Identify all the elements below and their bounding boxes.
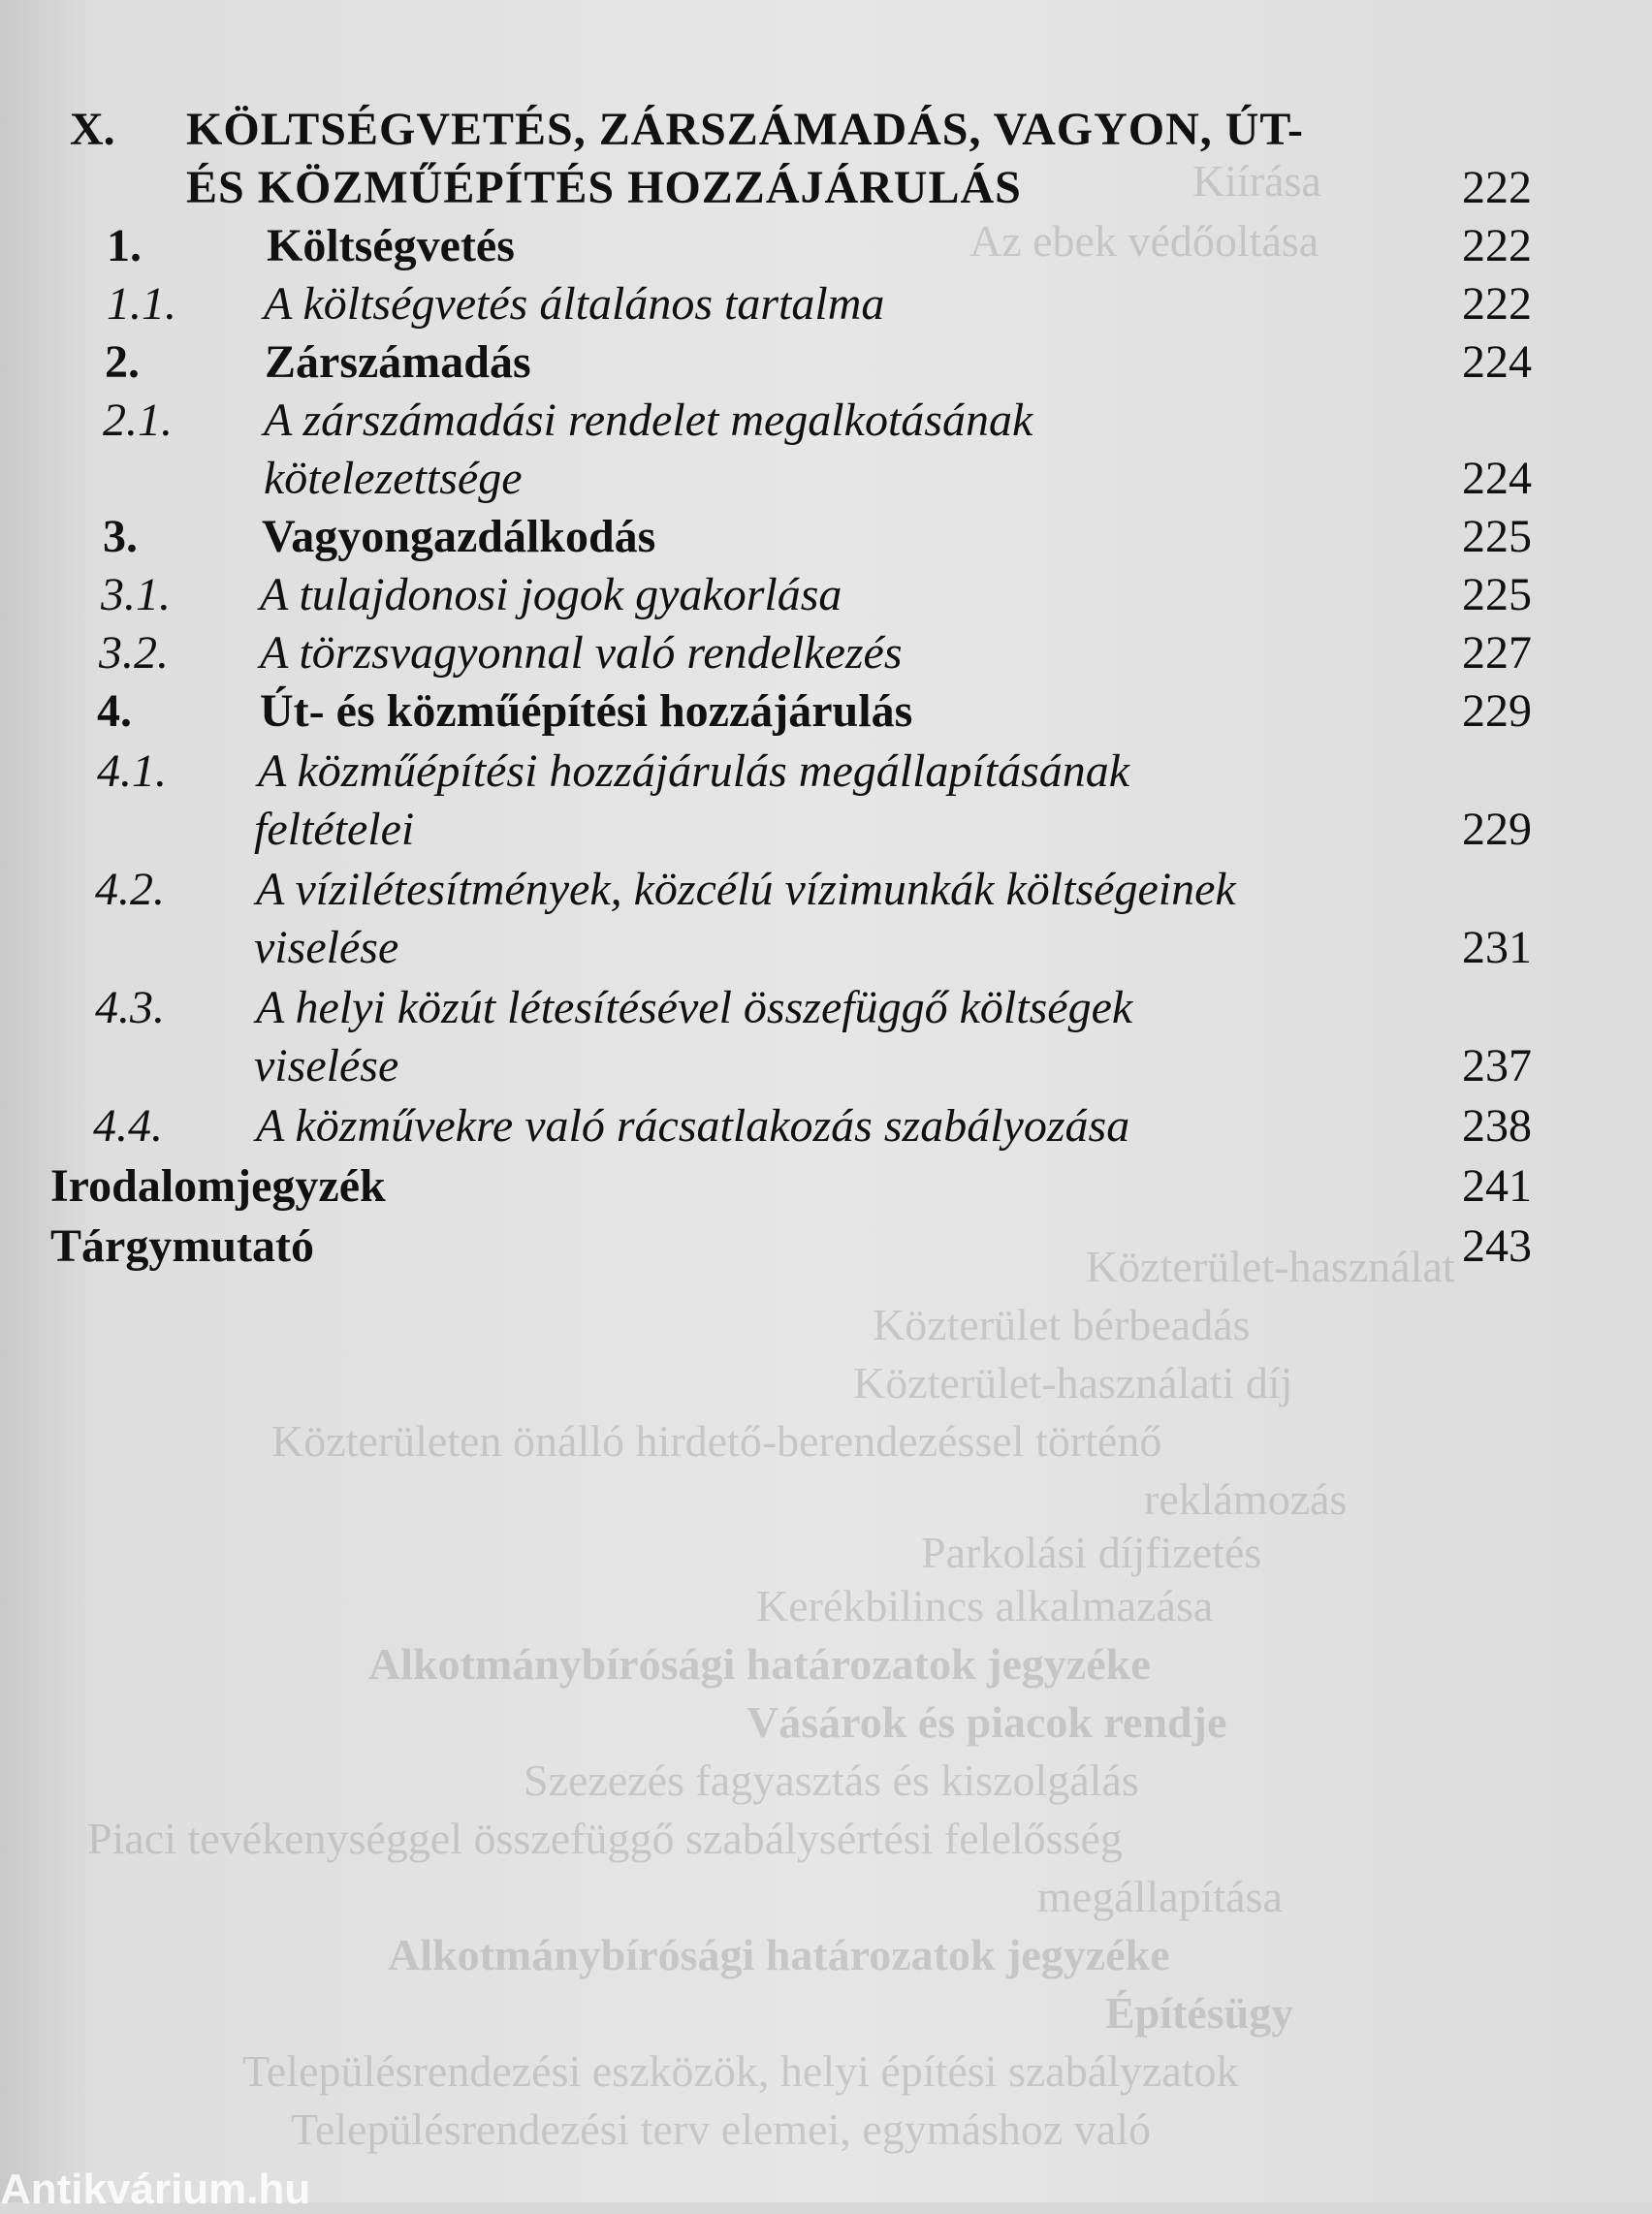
showthrough-text: Kerékbilincs alkalmazása (756, 1581, 1214, 1630)
showthrough-text: Építésügy (1105, 1988, 1294, 2038)
toc-entry-title: Vagyongazdálkodás (262, 511, 656, 562)
toc-entry (0, 743, 1652, 801)
toc-entry-cont (0, 1037, 1652, 1095)
toc-entry-title: A helyi közút létesítésével összefüggő költségek (256, 982, 1133, 1033)
toc-entry (0, 682, 1652, 741)
toc-page-number: 224 (1462, 453, 1532, 504)
toc-entry-cont (0, 450, 1652, 508)
toc-part-title-line2: ÉS KÖZMŰÉPÍTÉS HOZZÁJÁRULÁS (186, 162, 1022, 213)
toc-entry (0, 217, 1652, 275)
toc-entry-number: 2. (105, 336, 140, 388)
toc-entry-title: Tárgymutató (50, 1220, 314, 1272)
toc-page-number: 222 (1462, 278, 1532, 330)
showthrough-text: Közterületen önálló hirdető-berendezéssel történő (271, 1416, 1162, 1466)
toc-entry-number: 4.2. (95, 864, 165, 915)
toc-entry-cont (0, 801, 1652, 859)
toc-entry (0, 1097, 1652, 1155)
toc-page-number: 243 (1462, 1220, 1532, 1272)
toc-entry-title-cont: feltételei (254, 804, 415, 855)
showthrough-text: reklámozás (1144, 1474, 1348, 1524)
toc-entry-number: 4.4. (93, 1100, 163, 1152)
showthrough-text: Kiírása (1192, 156, 1321, 206)
toc-page-number: 222 (1462, 162, 1532, 213)
showthrough-text: Az ebek védőoltása (969, 216, 1319, 266)
toc-entry (0, 1218, 1652, 1276)
toc-entry-title: Út- és közműépítési hozzájárulás (260, 685, 913, 737)
toc-entry-number: 2.1. (103, 395, 173, 446)
showthrough-text: megállapítása (1037, 1872, 1283, 1921)
site-watermark: Antikvárium.hu (0, 2166, 311, 2213)
toc-entry-title: Költségvetés (267, 220, 515, 271)
toc-part-title-line1: KÖLTSÉGVETÉS, ZÁRSZÁMADÁS, VAGYON, ÚT- (186, 104, 1304, 155)
toc-entry (0, 566, 1652, 624)
toc-page-number: 224 (1462, 336, 1532, 388)
toc-entry (0, 624, 1652, 682)
toc-page-number: 222 (1462, 220, 1532, 271)
toc-entry-number: 3.1. (101, 569, 171, 620)
toc-entry-number: 4.1. (97, 745, 167, 797)
toc-entry-number: 4. (97, 685, 132, 737)
toc-page-number: 225 (1462, 511, 1532, 562)
toc-entry-title: A tulajdonosi jogok gyakorlása (260, 569, 842, 620)
showthrough-text: Piaci tevékenységgel összefüggő szabálysértési felelősség (87, 1814, 1123, 1863)
showthrough-text: Parkolási díjfizetés (921, 1528, 1262, 1577)
toc-entry-title: A törzsvagyonnal való rendelkezés (260, 627, 903, 679)
toc-entry (0, 392, 1652, 450)
toc-entry (0, 1157, 1652, 1216)
toc-page-number: 229 (1462, 804, 1532, 855)
showthrough-text: Vásárok és piacok rendje (747, 1697, 1227, 1747)
toc-entry (0, 861, 1652, 919)
showthrough-text: Alkotmánybírósági határozatok jegyzéke (368, 1639, 1151, 1689)
toc-page-number: 227 (1462, 627, 1532, 679)
toc-entry-title: A közműépítési hozzájárulás megállapításának (258, 745, 1130, 797)
toc-page-number: 225 (1462, 569, 1532, 620)
showthrough-text: Közterület-használati díj (853, 1358, 1293, 1407)
toc-entry-number: 1. (107, 220, 142, 271)
toc-entry-cont (0, 919, 1652, 977)
toc-entry-title: Zárszámadás (265, 336, 531, 388)
toc-page-number: 237 (1462, 1040, 1532, 1091)
toc-entry-number: 3.2. (99, 627, 169, 679)
showthrough-text: Közterület bérbeadás (873, 1300, 1251, 1349)
toc-entry-number: 3. (103, 511, 138, 562)
toc-entry-title: A zárszámadási rendelet megalkotásának (264, 395, 1033, 446)
showthrough-text: Alkotmánybírósági határozatok jegyzéke (388, 1930, 1170, 1979)
toc-page-number: 238 (1462, 1100, 1532, 1152)
toc-entry (0, 979, 1652, 1037)
toc-page-number: 231 (1462, 922, 1532, 973)
toc-entry (0, 333, 1652, 392)
showthrough-text: Közterület-használat (1086, 1242, 1455, 1291)
toc-entry (0, 508, 1652, 566)
toc-part-number: X. (70, 104, 115, 155)
toc-part-heading (0, 101, 1652, 159)
toc-part-heading-cont (0, 159, 1652, 217)
showthrough-text: Településrendezési terv elemei, egymáshoz való (291, 2104, 1152, 2154)
toc-entry-title: A költségvetés általános tartalma (264, 278, 885, 330)
showthrough-text: Szezezés fagyasztás és kiszolgálás (524, 1755, 1139, 1805)
toc-page-number: 241 (1462, 1160, 1532, 1212)
toc-entry (0, 275, 1652, 333)
toc-entry-number: 4.3. (95, 982, 165, 1033)
toc-entry-title-cont: viselése (254, 1040, 399, 1091)
toc-entry-number: 1.1. (107, 278, 176, 330)
toc-page-number: 229 (1462, 685, 1532, 737)
toc-entry-title-cont: viselése (254, 922, 399, 973)
toc-entry-title: A közművekre való rácsatlakozás szabályozása (256, 1100, 1130, 1152)
toc-entry-title: Irodalomjegyzék (50, 1160, 386, 1212)
toc-entry-title: A vízilétesítmények, közcélú vízimunkák költségeinek (256, 864, 1236, 915)
showthrough-text: Településrendezési eszközök, helyi építési szabályzatok (242, 2046, 1239, 2096)
toc-entry-title-cont: kötelezettsége (264, 453, 523, 504)
